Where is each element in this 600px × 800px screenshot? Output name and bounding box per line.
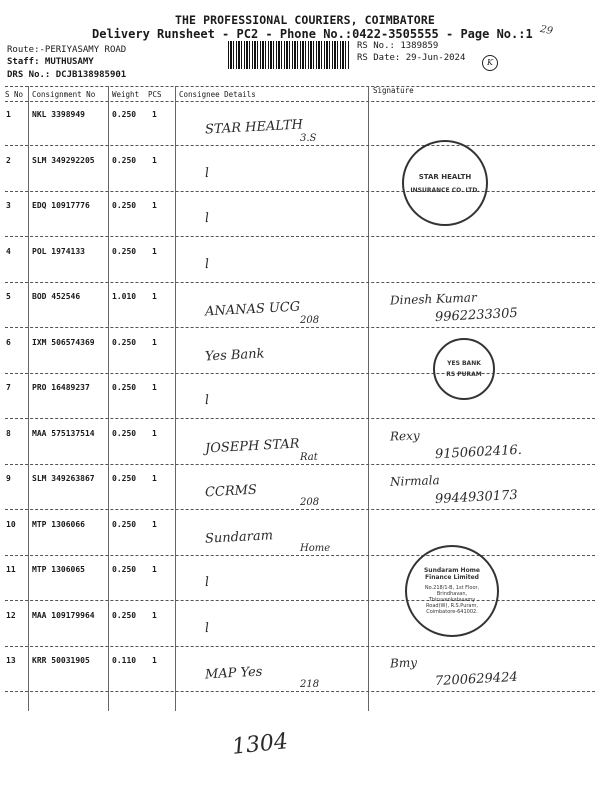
row-pcs: 1: [152, 383, 157, 392]
table-row: [0, 379, 600, 420]
row-sno: 10: [6, 520, 16, 529]
row-sno: 12: [6, 611, 16, 620]
row-sno: 8: [6, 429, 11, 438]
row-sno: 13: [6, 656, 16, 665]
row-consignment-no: PRO 16489237: [32, 383, 90, 392]
handwritten-consignee: l: [204, 392, 210, 409]
stamp-text: STAR HEALTH: [418, 172, 472, 181]
stamp-text: RS PURAM: [446, 371, 482, 378]
handwritten-phone: 9150602416.: [434, 442, 523, 463]
circled-mark: K: [482, 55, 498, 71]
sundaram-stamp: [405, 545, 499, 637]
handwritten-consignee-extra: 208: [300, 315, 320, 326]
row-weight: 0.250: [112, 156, 137, 165]
row-weight: 0.250: [112, 383, 137, 392]
row-pcs: 1: [152, 474, 157, 483]
row-weight: 0.250: [112, 247, 137, 256]
handwritten-signature: Nirmala: [389, 473, 440, 489]
row-rule: [5, 145, 595, 146]
table-row: [0, 607, 600, 648]
row-pcs: 1: [152, 201, 157, 210]
handwritten-signature: Bmy: [389, 655, 418, 671]
table-row: [0, 243, 600, 284]
col-header-consignee: Consignee Details: [179, 90, 256, 99]
handwritten-phone: 7200629424: [434, 669, 519, 690]
company-name: THE PROFESSIONAL COURIERS, COIMBATORE: [175, 13, 435, 27]
barcode: [228, 41, 350, 69]
row-weight: 0.250: [112, 611, 137, 620]
table-top-rule: [5, 86, 595, 87]
row-consignment-no: SLM 349263867: [32, 474, 95, 483]
row-weight: 0.250: [112, 565, 137, 574]
row-pcs: 1: [152, 338, 157, 347]
row-pcs: 1: [152, 292, 157, 301]
row-sno: 9: [6, 474, 11, 483]
handwritten-consignee-extra: 3.S: [300, 133, 317, 144]
handwritten-consignee: l: [204, 620, 210, 637]
table-row: [0, 334, 600, 375]
row-sno: 11: [6, 565, 16, 574]
col-header-signature: Signature: [373, 86, 414, 95]
row-consignment-no: MAA 575137514: [32, 429, 95, 438]
row-pcs: 1: [152, 656, 157, 665]
row-weight: 0.110: [112, 656, 137, 665]
stamp-text: Sundaram Home Finance Limited: [423, 567, 481, 581]
row-consignment-no: SLM 349292205: [32, 156, 95, 165]
row-pcs: 1: [152, 520, 157, 529]
row-rule: [5, 327, 595, 328]
row-rule: [5, 600, 595, 601]
drs-number: DRS No.: DCJB138985901: [7, 70, 127, 80]
col-header-pcs: PCS: [148, 90, 162, 99]
row-consignment-no: KRR 50031905: [32, 656, 90, 665]
handwritten-consignee-extra: 218: [300, 679, 320, 690]
row-sno: 1: [6, 110, 11, 119]
table-row: [0, 652, 600, 693]
stamp-text: INSURANCE CO. LTD.: [410, 186, 480, 194]
row-rule: [5, 646, 595, 647]
table-row: [0, 516, 600, 557]
row-weight: 0.250: [112, 338, 137, 347]
header-rule: [5, 101, 595, 102]
row-weight: 0.250: [112, 520, 137, 529]
row-rule: [5, 509, 595, 510]
table-row: [0, 470, 600, 511]
handwritten-consignee: JOSEPH STAR: [204, 436, 300, 457]
row-rule: [5, 464, 595, 465]
row-pcs: 1: [152, 565, 157, 574]
rs-number: RS No.: 1389859: [357, 41, 439, 51]
handwritten-page-note: 29: [538, 23, 554, 38]
handwritten-consignee-extra: Home: [300, 543, 331, 554]
col-header-consignment: Consignment No: [32, 90, 96, 99]
row-weight: 0.250: [112, 429, 137, 438]
table-row: [0, 561, 600, 602]
table-row: [0, 106, 600, 147]
handwritten-consignee: l: [204, 256, 210, 273]
row-sno: 2: [6, 156, 11, 165]
row-consignment-no: MTP 1306065: [32, 565, 85, 574]
handwritten-phone: 9962233305: [434, 305, 519, 326]
row-sno: 6: [6, 338, 11, 347]
row-sno: 4: [6, 247, 11, 256]
table-row: [0, 197, 600, 238]
handwritten-signature: Dinesh Kumar: [389, 290, 477, 308]
handwritten-consignee: l: [204, 210, 210, 227]
row-consignment-no: POL 1974133: [32, 247, 85, 256]
handwritten-phone: 9944930173: [434, 487, 519, 508]
handwritten-consignee: STAR HEALTH: [204, 117, 304, 138]
row-sno: 5: [6, 292, 11, 301]
row-weight: 1.010: [112, 292, 137, 301]
route-label: Route:-PERIYASAMY ROAD: [7, 45, 127, 55]
rs-date: RS Date: 29-Jun-2024: [357, 53, 466, 63]
row-sno: 7: [6, 383, 11, 392]
runsheet-subtitle: Delivery Runsheet - PC2 - Phone No.:0422-3505555 - Page No.:1: [92, 27, 533, 41]
row-rule: [5, 691, 595, 692]
row-sno: 3: [6, 201, 11, 210]
row-pcs: 1: [152, 110, 157, 119]
row-weight: 0.250: [112, 201, 137, 210]
row-weight: 0.250: [112, 110, 137, 119]
row-consignment-no: NKL 3398949: [32, 110, 85, 119]
stamp-text: No.218/1-B, 1st Floor, Brindhavan, Thiruvenkatasamy Road(W), R.S.Puram, Coimbatore-641002.: [424, 585, 480, 615]
handwritten-signature: Rexy: [389, 428, 420, 444]
row-rule: [5, 191, 595, 192]
row-consignment-no: MAA 109179964: [32, 611, 95, 620]
row-rule: [5, 236, 595, 237]
table-row: [0, 152, 600, 193]
row-consignment-no: BOD 452546: [32, 292, 81, 301]
handwritten-consignee: l: [204, 574, 210, 591]
staff-label: Staff: MUTHUSAMY: [7, 57, 94, 67]
row-rule: [5, 418, 595, 419]
row-pcs: 1: [152, 429, 157, 438]
star-health-stamp: [402, 140, 488, 226]
stamp-text: YES BANK: [447, 360, 481, 367]
row-weight: 0.250: [112, 474, 137, 483]
handwritten-consignee-extra: Rat: [300, 452, 318, 463]
col-header-weight: Weight: [112, 90, 140, 99]
handwritten-consignee: Yes Bank: [204, 346, 265, 365]
row-rule: [5, 282, 595, 283]
handwritten-consignee: ANANAS UCG: [204, 299, 301, 320]
handwritten-footer-note: 1304: [230, 729, 290, 760]
row-rule: [5, 555, 595, 556]
row-pcs: 1: [152, 611, 157, 620]
handwritten-consignee: MAP Yes: [204, 664, 263, 683]
row-rule: [5, 373, 595, 374]
row-pcs: 1: [152, 247, 157, 256]
handwritten-consignee: Sundaram: [204, 528, 274, 547]
row-pcs: 1: [152, 156, 157, 165]
handwritten-consignee: l: [204, 165, 210, 182]
handwritten-consignee-extra: 208: [300, 497, 320, 508]
row-consignment-no: MTP 1306066: [32, 520, 85, 529]
table-row: [0, 425, 600, 466]
row-consignment-no: IXM 506574369: [32, 338, 95, 347]
table-row: [0, 288, 600, 329]
col-header-sno: S No: [5, 90, 24, 99]
handwritten-consignee: CCRMS: [204, 482, 258, 501]
row-consignment-no: EDQ 10917776: [32, 201, 90, 210]
yes-bank-stamp: [433, 338, 495, 400]
